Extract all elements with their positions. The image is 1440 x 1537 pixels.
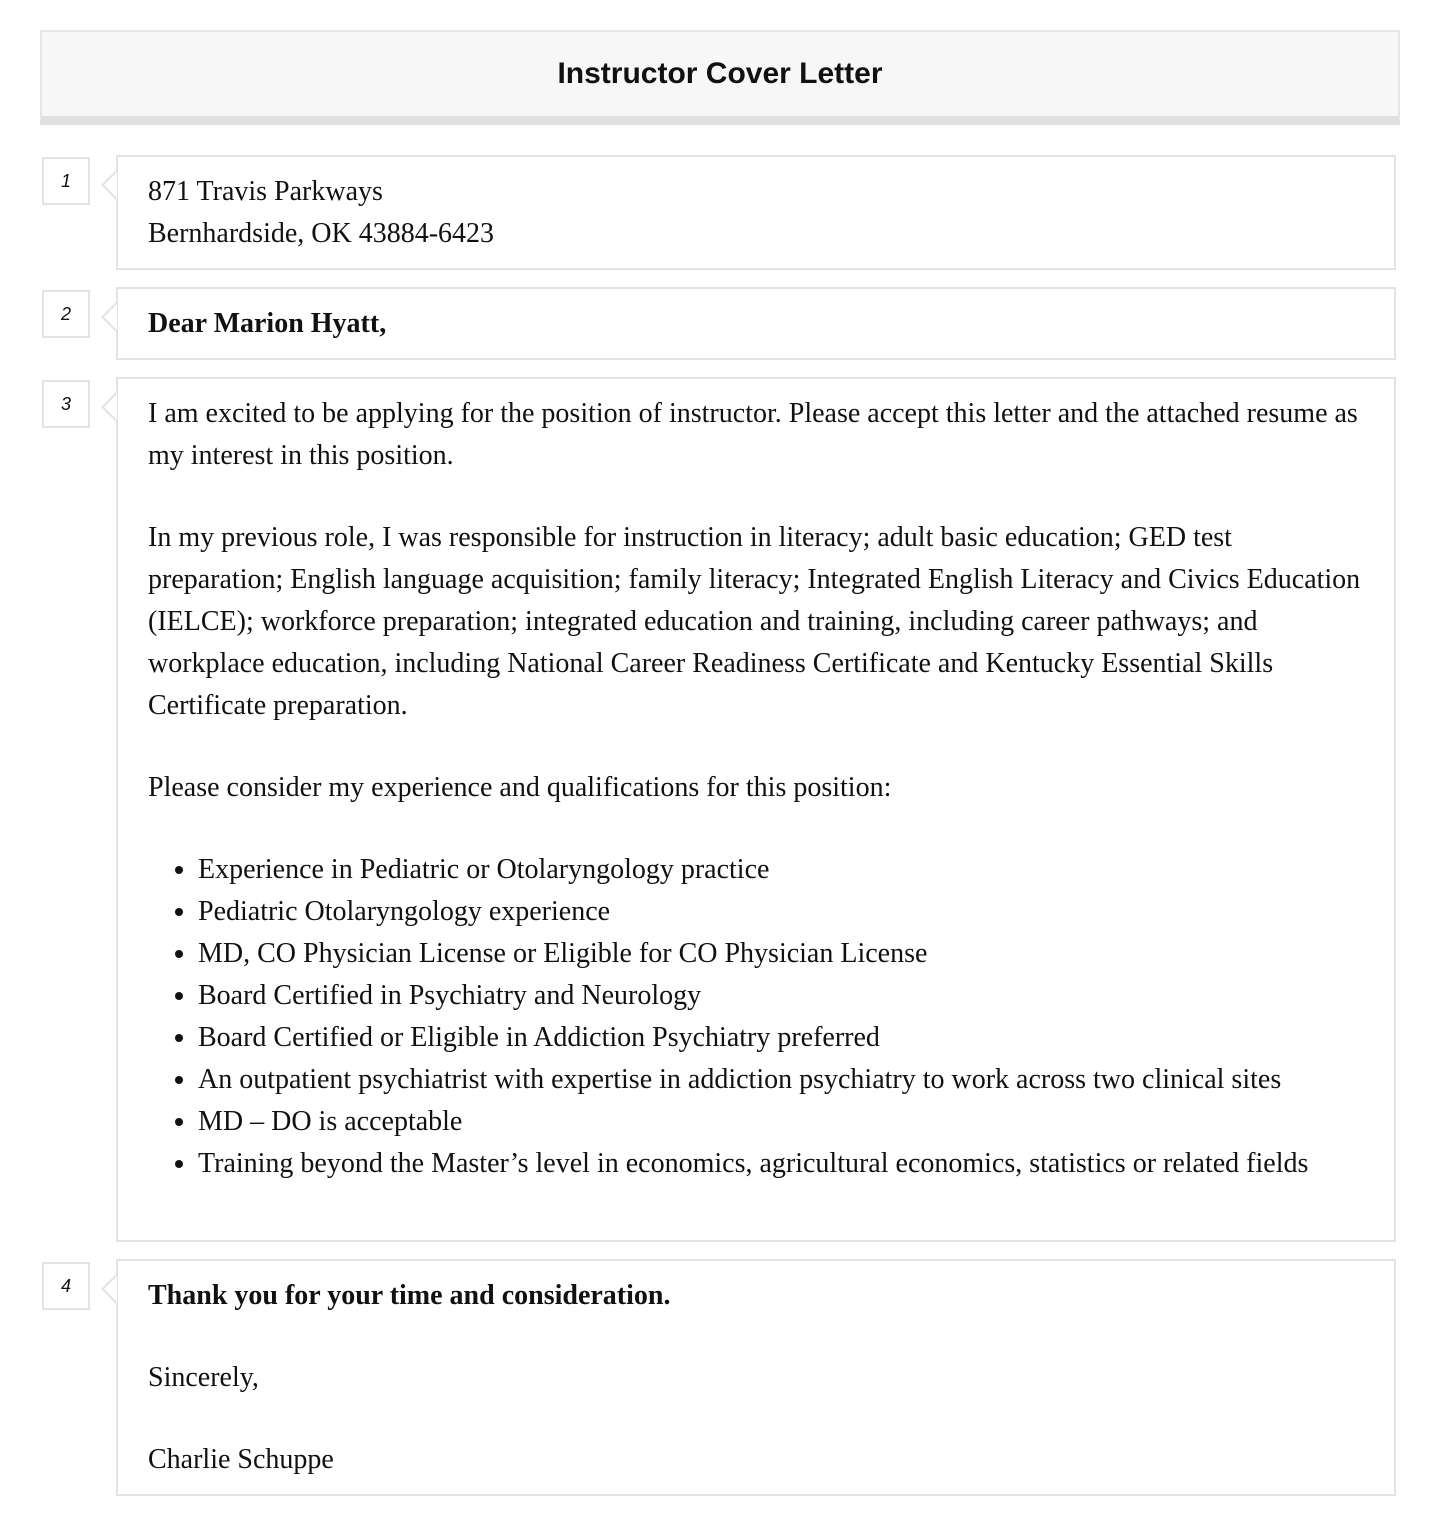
section-number-2: 2 [42, 290, 90, 338]
section-number-4: 4 [42, 1262, 90, 1310]
page-title: Instructor Cover Letter [557, 57, 883, 90]
thanks-line: Thank you for your time and consideration. [148, 1280, 671, 1311]
section-number-1: 1 [42, 157, 90, 205]
list-item: • Training beyond the Master’s level in economics, agricultural economics, statistics or related fields [198, 1143, 1364, 1185]
body-section [116, 377, 1396, 1242]
experience-paragraph: In my previous role, I was responsible for instruction in literacy; adult basic education; GED test preparation; English language acquisition; family literacy; Integrated English Literacy and Civics Education (IELCE); workforce preparation; integrated education and training, including career pathways; and workplace education, including National Career Readiness Certificate and Kentucky Essential Skills Certificate preparation. [148, 522, 1361, 721]
address-line-2: Bernhardside, OK 43884-6423 [148, 218, 495, 249]
salutation: Dear Marion Hyatt, [148, 308, 387, 339]
list-item: • Experience in Pediatric or Otolaryngology practice [198, 849, 1364, 891]
list-item: • Pediatric Otolaryngology experience [198, 891, 1364, 933]
signature: Charlie Schuppe [148, 1444, 334, 1475]
list-item: • MD, CO Physician License or Eligible for CO Physician License [198, 933, 1364, 975]
page-header [40, 30, 1400, 125]
address-line-1: 871 Travis Parkways [148, 176, 383, 207]
list-item: • Board Certified or Eligible in Addiction Psychiatry preferred [198, 1017, 1364, 1059]
intro-paragraph: I am excited to be applying for the position of instructor. Please accept this letter and the attached resume as my interest in this position. [148, 398, 1358, 471]
list-item: • An outpatient psychiatrist with expertise in addiction psychiatry to work across two clinical sites [198, 1059, 1364, 1101]
closing-section [116, 1259, 1396, 1496]
qualifications-list [148, 849, 1364, 1185]
salutation-section [116, 287, 1396, 360]
list-item: • MD – DO is acceptable [198, 1101, 1364, 1143]
section-number-3: 3 [42, 380, 90, 428]
consider-paragraph: Please consider my experience and qualifications for this position: [148, 772, 892, 803]
list-item: • Board Certified in Psychiatry and Neurology [198, 975, 1364, 1017]
closing-line: Sincerely, [148, 1362, 259, 1393]
address-section [116, 155, 1396, 270]
